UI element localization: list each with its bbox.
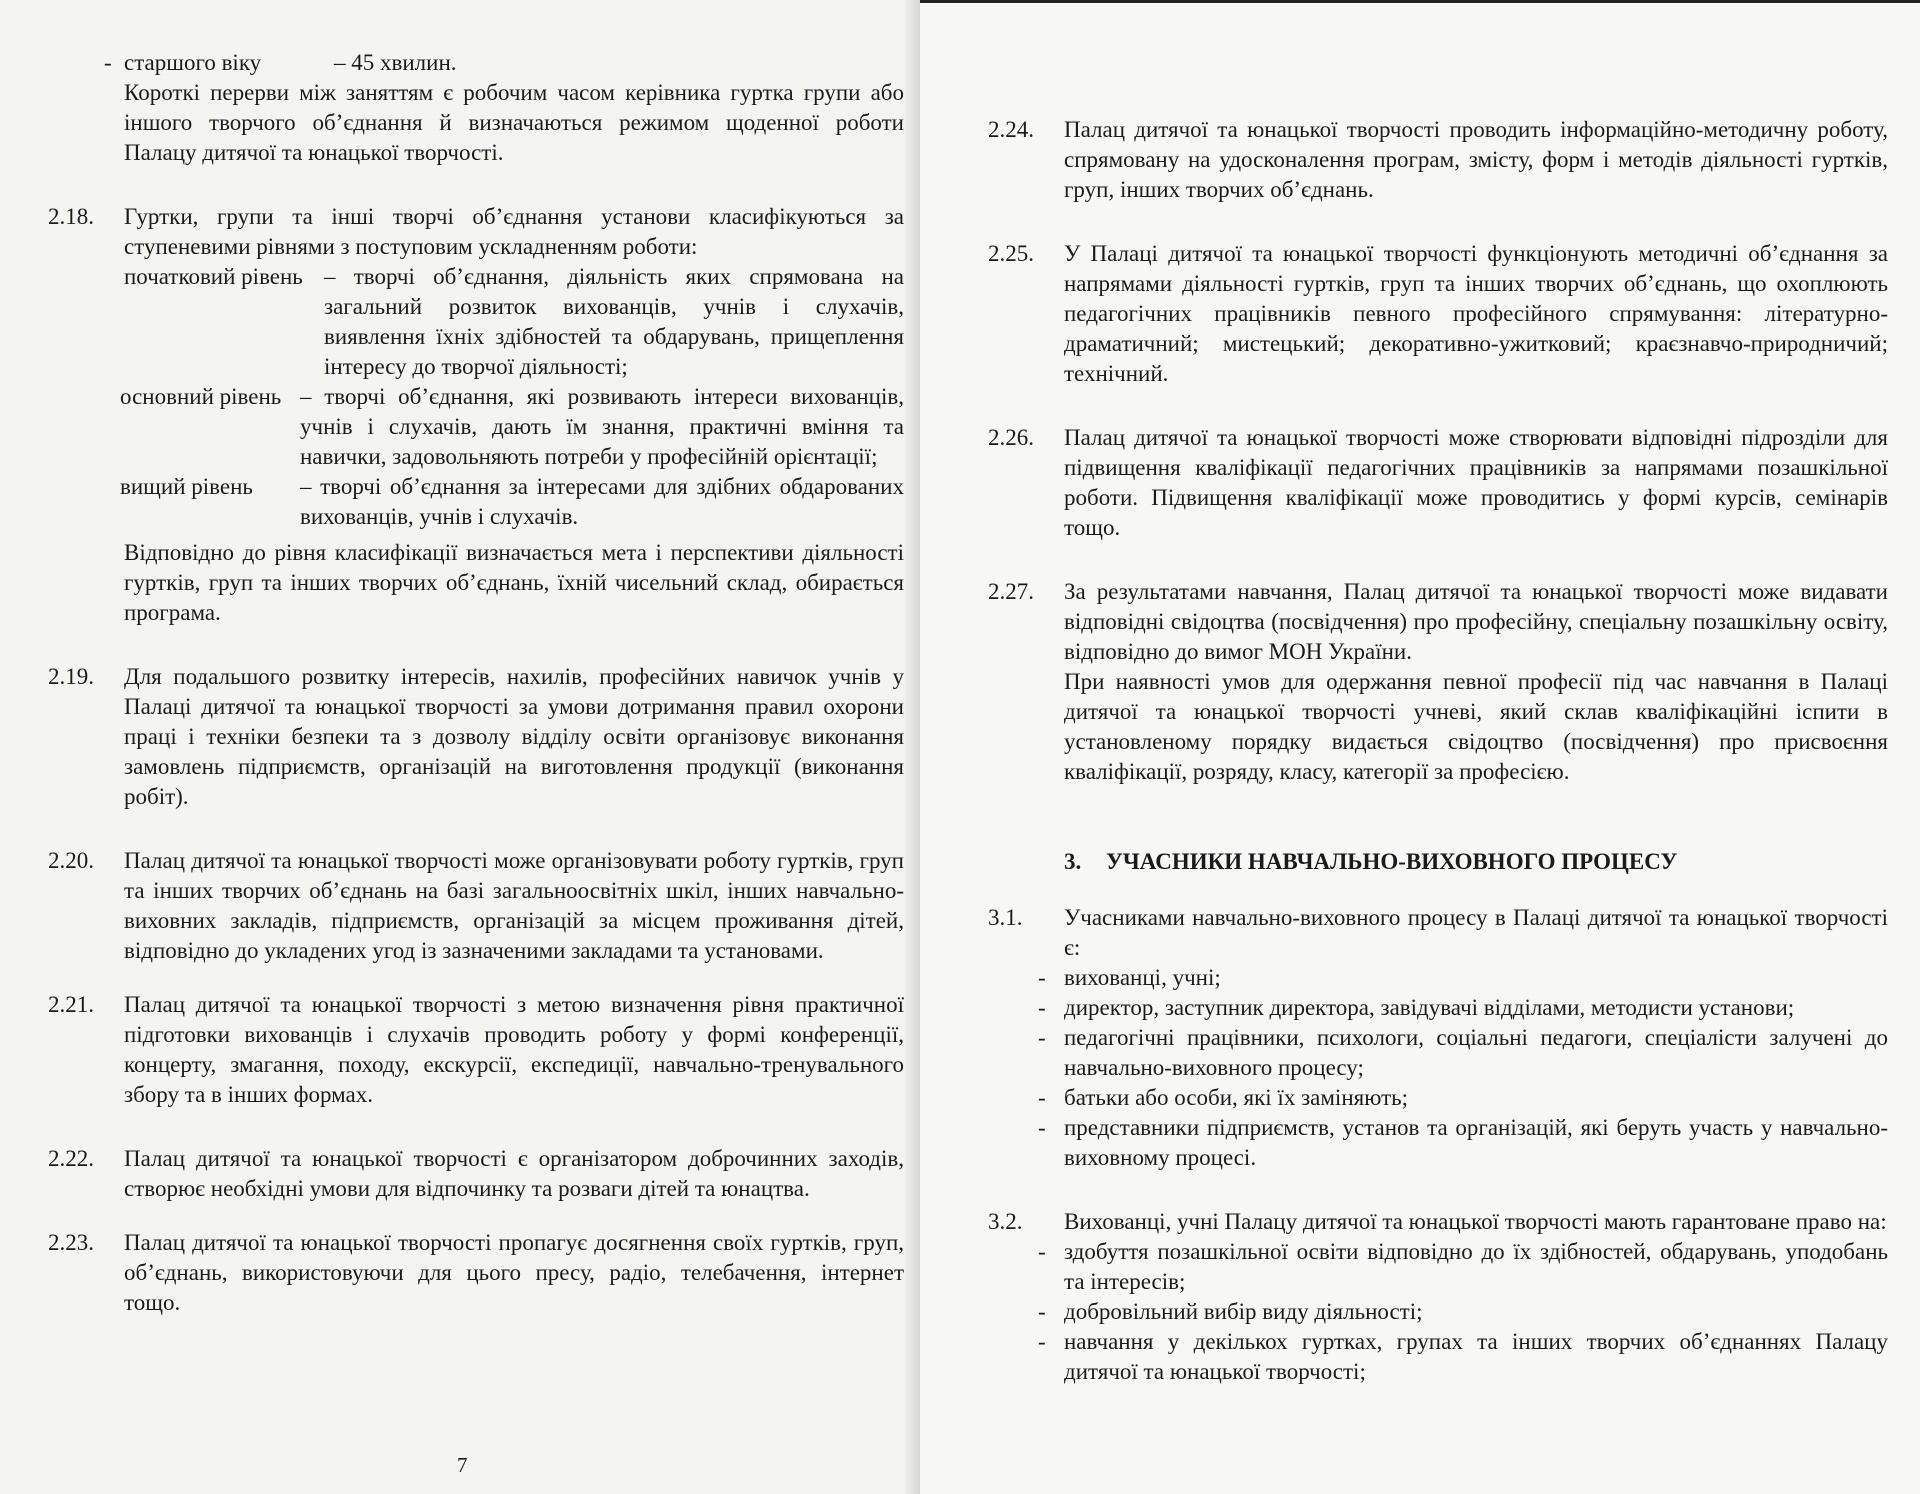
list-dash: - (1038, 1239, 1046, 1264)
list-dash: - (1038, 1299, 1046, 1324)
section-text: Палац дитячої та юнацької творчості з метою визначення рівня практичної підготовки вихованців і слухачів проводить роботу у формі конференції, концерту, змагання, походу, екскурсії, експедиції, навчально-тренувального збору та в інших формах. (124, 992, 904, 1107)
section-3-2 (988, 1207, 1888, 1237)
section-2-26 (988, 423, 1888, 543)
level-term: вищий рівень (120, 474, 253, 499)
list-item-text: педагогічні працівники, психологи, соціальні педагоги, спеціалісти залучені до навчально-виховного процесу; (1064, 1025, 1888, 1080)
list-item-text: вихованці, учні; (1064, 965, 1221, 990)
intro-value: – 45 хвилин. (334, 50, 457, 75)
section-2-24 (988, 115, 1888, 205)
list-item-text: представники підприємств, установ та організацій, які беруть участь у навчально-виховному процесі. (1064, 1115, 1888, 1170)
section-text: Палац дитячої та юнацької творчості пропагує досягнення своїх гуртків, груп, об’єднань, використовуючи для цього пресу, радіо, телебачення, інтернет тощо. (124, 1230, 904, 1315)
list-dash: - (1038, 965, 1046, 990)
section-2-19 (48, 662, 904, 812)
level-description: – творчі об’єднання за інтересами для здібних обдарованих вихованців, учнів і слухачів. (300, 474, 904, 529)
level-description: – творчі об’єднання, діяльність яких спрямована на загальний розвиток вихованців, учнів і слухачів, виявлення їхніх здібностей та обдарувань, прищеплення інтересу до творчої діяльності; (324, 264, 904, 379)
section-number: 2.25. (988, 241, 1034, 266)
section-2-25 (988, 239, 1888, 389)
level-term: основний рівень (120, 384, 282, 409)
list-item (988, 1327, 1888, 1387)
section-text: Вихованці, учні Палацу дитячої та юнацької творчості мають гарантоване право на: (1064, 1209, 1887, 1234)
list-item-text: здобуття позашкільної освіти відповідно до їх здібностей, обдарувань, уподобань та інтересів; (1064, 1239, 1888, 1294)
section-text: Для подальшого розвитку інтересів, нахилів, професійних навичок учнів у Палаці дитячої та юнацької творчості за умови дотримання правил охорони праці і техніки безпеки та з дозволу відділу освіти організовує виконання замовлень підприємств, організацій на виготовлення продукції (виконання робіт). (124, 664, 904, 809)
section-2-20 (48, 846, 904, 966)
section-text: Палац дитячої та юнацької творчості проводить інформаційно-методичну роботу, спрямовану на удосконалення програм, змісту, форм і методів діяльності гуртків, груп, інших творчих об’єднань. (1064, 117, 1888, 202)
level-higher (120, 472, 904, 532)
intro-age-line (48, 48, 904, 78)
level-initial (124, 262, 904, 382)
list-item (988, 1083, 1888, 1113)
section-number: 2.27. (988, 579, 1034, 604)
section-text: Гуртки, групи та інші творчі об’єднання установи класифікуються за ступеневими рівнями з поступовим ускладненням роботи: (124, 204, 904, 259)
list-item-text: добровільний вибір виду діяльності; (1064, 1299, 1423, 1324)
section-text: Палац дитячої та юнацької творчості може організовувати роботу гуртків, груп та інших творчих об’єднань на базі загальноосвітніх шкіл, інших навчально-виховних закладів, підприємств, організацій за місцем проживання дітей, відповідно до укладених угод із зазначеними закладами та установами. (124, 848, 904, 963)
section-2-23 (48, 1228, 904, 1318)
list-dash: - (1038, 1025, 1046, 1050)
list-dash: - (1038, 1115, 1046, 1140)
list-item-text: навчання у декількох гуртках, групах та інших творчих об’єднаннях Палацу дитячої та юнацької творчості; (1064, 1329, 1888, 1384)
section-2-22 (48, 1144, 904, 1204)
section-2-21 (48, 990, 904, 1110)
section-number: 3.1. (988, 905, 1023, 930)
section-number: 2.18. (48, 204, 94, 229)
list-item (988, 1023, 1888, 1083)
section-number: 2.24. (988, 117, 1034, 142)
left-page (0, 0, 920, 1494)
heading-title: УЧАСНИКИ НАВЧАЛЬНО-ВИХОВНОГО ПРОЦЕСУ (1106, 849, 1678, 874)
section-number: 2.20. (48, 848, 94, 873)
list-item (988, 963, 1888, 993)
right-page (920, 0, 1920, 1494)
intro-dash: - (104, 50, 112, 75)
page-number: 7 (457, 1453, 468, 1477)
section-text: У Палаці дитячої та юнацької творчості функціонують методичні об’єднання за напрямами діяльності гуртків, груп та інших творчих об’єднань, що охоплюють педагогічних працівників певного професійного спрямування: літературно-драматичний; мистецький; декоративно-ужитковий; краєзнавчо-природничий; технічний. (1064, 241, 1888, 386)
section-3-heading (988, 847, 1888, 877)
section-number: 2.26. (988, 425, 1034, 450)
list-item-text: батьки або особи, які їх заміняють; (1064, 1085, 1409, 1110)
list-item (988, 1237, 1888, 1297)
level-term: початковий рівень (124, 264, 303, 289)
section-number: 3.2. (988, 1209, 1023, 1234)
section-2-27 (988, 577, 1888, 787)
section-number: 2.23. (48, 1230, 94, 1255)
intro-paragraph: Короткі перерви між заняттям є робочим часом керівника гуртка групи або іншого творчого об’єднання й визначаються режимом щоденної роботи Палацу дитячої та юнацької творчості. (124, 80, 904, 165)
section-text-continued: При наявності умов для одержання певної професії під час навчання в Палаці дитячої та юнацької творчості учневі, який склав кваліфікаційні іспити в установленому порядку видається свідоцтво (посвідчення) про присвоєння кваліфікації, розряду, класу, категорії за професією. (1064, 669, 1888, 784)
section-number: 2.22. (48, 1146, 94, 1171)
section-text: За результатами навчання, Палац дитячої та юнацької творчості може видавати відповідні свідоцтва (посвідчення) про професійну, спеціальну позашкільну освіту, відповідно до вимог МОН України. (1064, 579, 1888, 664)
list-dash: - (1038, 995, 1046, 1020)
list-dash: - (1038, 1085, 1046, 1110)
section-text: Учасниками навчально-виховного процесу в Палаці дитячої та юнацької творчості є: (1064, 905, 1888, 960)
section-number: 2.21. (48, 992, 94, 1017)
section-number: 2.19. (48, 664, 94, 689)
section-closing: Відповідно до рівня класифікації визначається мета і перспективи діяльності гуртків, груп та інших творчих об’єднань, їхній чисельний склад, обирається програма. (124, 540, 904, 625)
heading-number: 3. (1064, 849, 1082, 874)
list-item (988, 1113, 1888, 1173)
intro-label: старшого віку (124, 50, 262, 75)
section-2-18 (48, 202, 904, 628)
right-column (988, 115, 1888, 1387)
left-column (48, 48, 904, 1318)
section-text: Палац дитячої та юнацької творчості є організатором доброчинних заходів, створює необхідні умови для відпочинку та розваги дітей та юнацтва. (124, 1146, 904, 1201)
list-dash: - (1038, 1329, 1046, 1354)
list-item-text: директор, заступник директора, завідувачі відділами, методисти установи; (1064, 995, 1795, 1020)
list-item (988, 1297, 1888, 1327)
section-3-1 (988, 903, 1888, 963)
level-basic (120, 382, 904, 472)
section-text: Палац дитячої та юнацької творчості може створювати відповідні підрозділи для підвищення кваліфікації педагогічних працівників за напрямами позашкільної роботи. Підвищення кваліфікації може проводитись у формі курсів, семінарів тощо. (1064, 425, 1888, 540)
level-description: – творчі об’єднання, які розвивають інтереси вихованців, учнів і слухачів, дають їм знання, практичні вміння та навички, задовольняють потреби у професійній орієнтації; (300, 384, 904, 469)
list-item (988, 993, 1888, 1023)
